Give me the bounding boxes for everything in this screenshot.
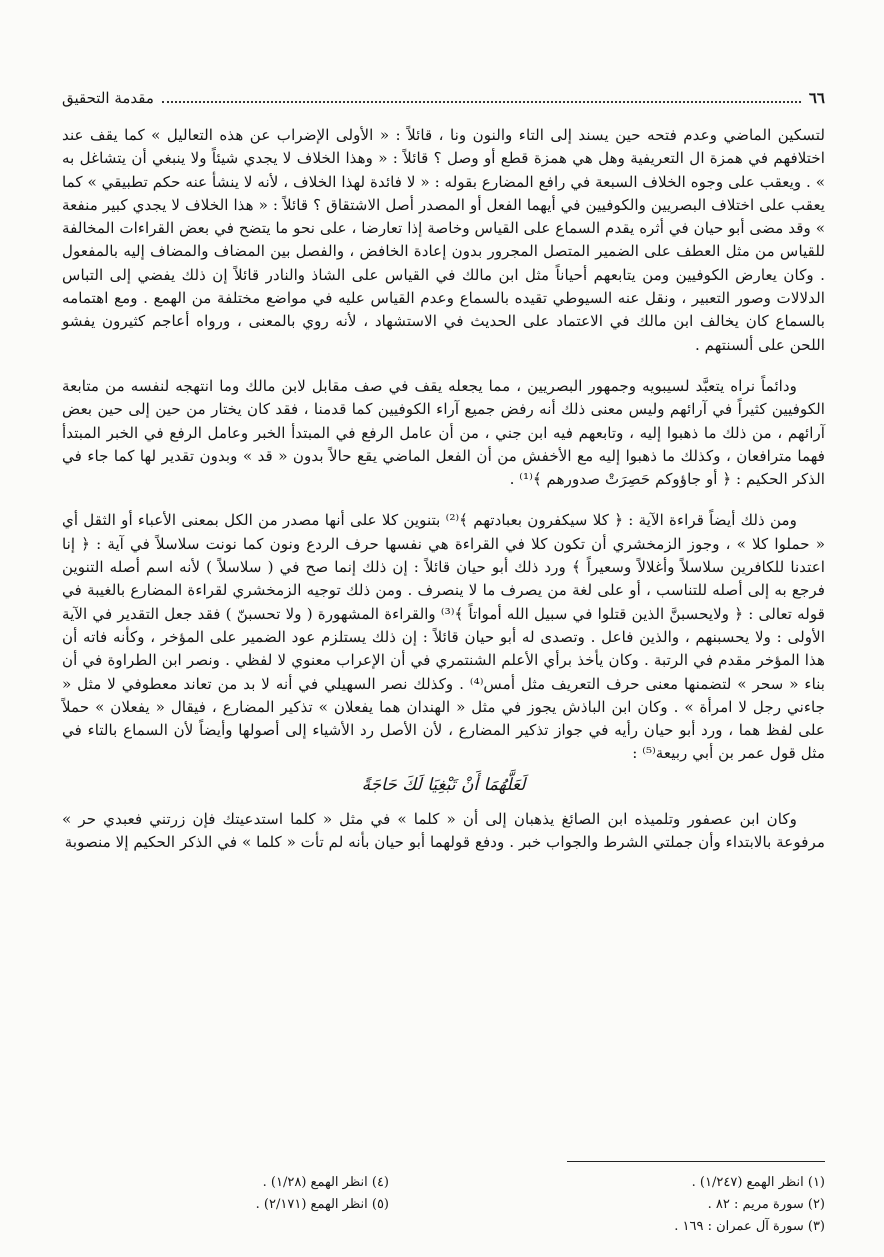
text-line: الكوفيين كثيراً في آرائهم وليس معنى ذلك أنه رفض جميع آراء الكوفيين كما قدمنا ، فقد كان يختار من حين إلى حين بعض xyxy=(62,400,825,419)
footnote-separator xyxy=(567,1161,825,1162)
footnote-4: (٤) انظر الهمع (١/٢٨) . xyxy=(262,1175,389,1190)
main-text xyxy=(62,124,825,854)
text-line: معطوفي لا مثل « جاءني رجل لا امرأة » . وكان ابن الباذش يجوز في مثل « الهندان هما يفعلان » تذكير المضارع ، فيقال xyxy=(62,674,826,716)
text-line: ذلك يفضي إلى التباس الدلالات وصور التعبير ، ونقل عنه السيوطي تقيده بالسماع وعدم القياس عليه في مواضع مختلفة xyxy=(62,265,825,308)
text-line: الثقل أي « حملوا كلا » ، وجوز الزمخشري أن تكون كلا في القراءة هي نفسها حرف الردع ونون كما نونت سلاسلاً في آية : xyxy=(62,511,825,553)
footnote-1: (١) انظر الهمع (١/٢٤٧) . xyxy=(691,1175,825,1190)
page-number: ٦٦ xyxy=(808,89,825,107)
paragraph-3 xyxy=(62,509,825,765)
text-line: أصله التنوين فرجع به إلى أصله للتناسب ، أو على لغة من يصرف ما لا ينصرف . ومن ذلك توجيه الزمخشري لقراءة xyxy=(62,558,826,600)
text-line: ﴿ إنا اعتدنا للكافرين سلاسلاً وأغلالاً وسعيراً ﴾ ورد ذلك أبو حيان قائلاً : إن ذلك إنما صح في ( سلاسلاً ) لأنه اسم xyxy=(62,534,826,577)
text-line: ونصر ابن الطراوة في أن بناء « سحر » لتضمنها معنى حرف التعريف مثل أمس⁽⁴⁾ . وكذلك نصر السهيلي في أنه لا بد من تعاند xyxy=(62,651,826,693)
text-line: المؤخر ، وكأنه فاته أن هذا المؤخر مقدم في الرتبة . وكان يأخذ برأي الأعلم الشنتمري في أن الإعراب معنوي لا لفظي . xyxy=(62,627,826,670)
text-line: آرائهم ، من ذلك ما ذهبوا إليه ، وتابعهم فيه ابن جني ، من أن عامل الرفع في المبتدأ الخبر وعامل الرفع في الخبر المبتدأ فهما xyxy=(62,423,826,465)
text-line: به » . ويعقب على وجوه الخلاف السبعة في رافع المضارع بقوله : « لا فائدة لهذا الخلاف ، لأنه لا ينشأ عنه حكم xyxy=(62,149,826,191)
footnotes-column-left xyxy=(89,1172,389,1216)
text-line: « يفعلان » حملاً على لفظ هما ، ورد أبو حيان رأيه في جواز تذكير المضارع ، لأن الأصل رد الأشياء إلى أصولها وأيضاً لأن xyxy=(62,697,825,740)
text-line: الحكيم : ﴿ أو جاؤوكم حَصِرَتْ صدورهم ﴾⁽¹⁾ . xyxy=(509,470,788,489)
footnote-5: (٥) انظر الهمع (٢/١٧١) . xyxy=(255,1197,389,1212)
text-line: لتسكين الماضي وعدم فتحه حين يسند إلى التاء والنون ونا ، قائلاً : « الأولى الإضراب عن هذه التعاليل » كما يقف عند xyxy=(62,126,825,144)
text-line: تطبيقي » كما يعقب على اختلاف البصريين والكوفيين في أيهما الفعل أو المصدر أصل الاشتقاق ؟ قائلاً : « هذا الخلاف xyxy=(62,172,825,214)
text-line: المضارع بالغيبة في قوله تعالى : ﴿ ولايحسبنَّ الذين قتلوا في سبيل الله أمواتاً ﴾⁽³⁾ والقراءة المشهورة ( ولا تحسبنّ ) فقد xyxy=(62,581,826,623)
text-line: ومن ذلك أيضاً قراءة الآية : ﴿ كلا سيكفرون بعبادتهم ﴾⁽²⁾ بتنوين كلا على أنها مصدر من الكل بمعنى الأعباء أو xyxy=(121,511,798,530)
poetry-verse: لَعَلَّهُمَا أَنْ تَبْغِيَا لَكَ حَاجَةً xyxy=(361,774,526,795)
text-line: » مرفوعة بالابتداء وأن جملتي الشرط والجواب خبر . ودفع قولهما أبو حيان بأنه لم تأت « كلما » في الذكر الحكيم إلا منصوبة xyxy=(62,809,825,852)
text-line: وكان ابن عصفور وتلميذه ابن الصائغ يذهبان إلى أن « كلما » في مثل « كلما استدعيتك فإن زرتني فعبدي حر xyxy=(78,809,797,828)
text-line: جعل التقدير في الآية الأولى : ولا يحسبنهم ، والذين فاعل . وتصدى له أبو حيان قائلاً : إن ذلك يستلزم عود الضمير على xyxy=(62,604,825,646)
footnote-2: (٢) سورة مريم : ٨٢ . xyxy=(707,1197,825,1212)
text-line: مترافعان ، وكذلك ما ذهبوا إليه مع الأخفش من أن الفعل الماضي يقع حالاً بدون « قد » وبدون تقدير لها كما جاء في الذكر xyxy=(62,446,825,489)
text-line: ودائماً نراه يتعبَّد لسيبويه وجمهور البصريين ، مما يجعله يقف في صف مقابل لابن مالك وما انتهجه لنفسه من متابعة xyxy=(62,376,797,395)
paragraph-1 xyxy=(62,124,825,357)
page-header xyxy=(62,86,825,110)
paragraph-2 xyxy=(62,375,825,491)
running-title: مقدمة التحقيق xyxy=(62,89,154,107)
text-line: السماع بالتاء في مثل قول عمر بن أبي ربيعة⁽⁵⁾ : xyxy=(62,721,825,763)
text-line: أعاجم كثيرون يفشو اللحن على ألسنتهم . xyxy=(62,312,825,354)
footnote-3: (٣) سورة آل عمران : ١٦٩ . xyxy=(674,1219,825,1234)
text-line: القراءات المخالفة للقياس من مثل العطف على الضمير المتصل المجرور بدون إعادة الخافض ، والفصل بين المضاف xyxy=(62,219,825,261)
text-line: من الهمع . ومع اهتمامه بالسماع كان يخالف ابن مالك في الاعتماد على الحديث في الاستشهاد ، لأنه روي بالمعنى ، ورواه xyxy=(62,289,825,331)
header-dotted-leader xyxy=(162,97,801,103)
text-line: اختلافهم في همزة ال التعريفية وهل هي همزة قطع أو وصل ؟ قائلاً : « وهذا الخلاف لا يجدي شيئاً ولا ينبغي أن يتشاغل xyxy=(79,149,825,168)
footnotes-column-right xyxy=(485,1172,825,1238)
text-line: والمضاف إليه بالمفعول . وكان يعارض الكوفيين ومن يتابعهم أحياناً مثل ابن مالك في القياس على الشاذ والنادر قائلاً إن xyxy=(62,242,825,284)
paragraph-4 xyxy=(62,808,825,855)
text-line: لا يجدي كبير منفعة » وقد مضى أبو حيان في أثره يقدم السماع على القياس وخاصة إذا تعارضا ، على نحو ما يتضح في بعض xyxy=(62,195,825,238)
